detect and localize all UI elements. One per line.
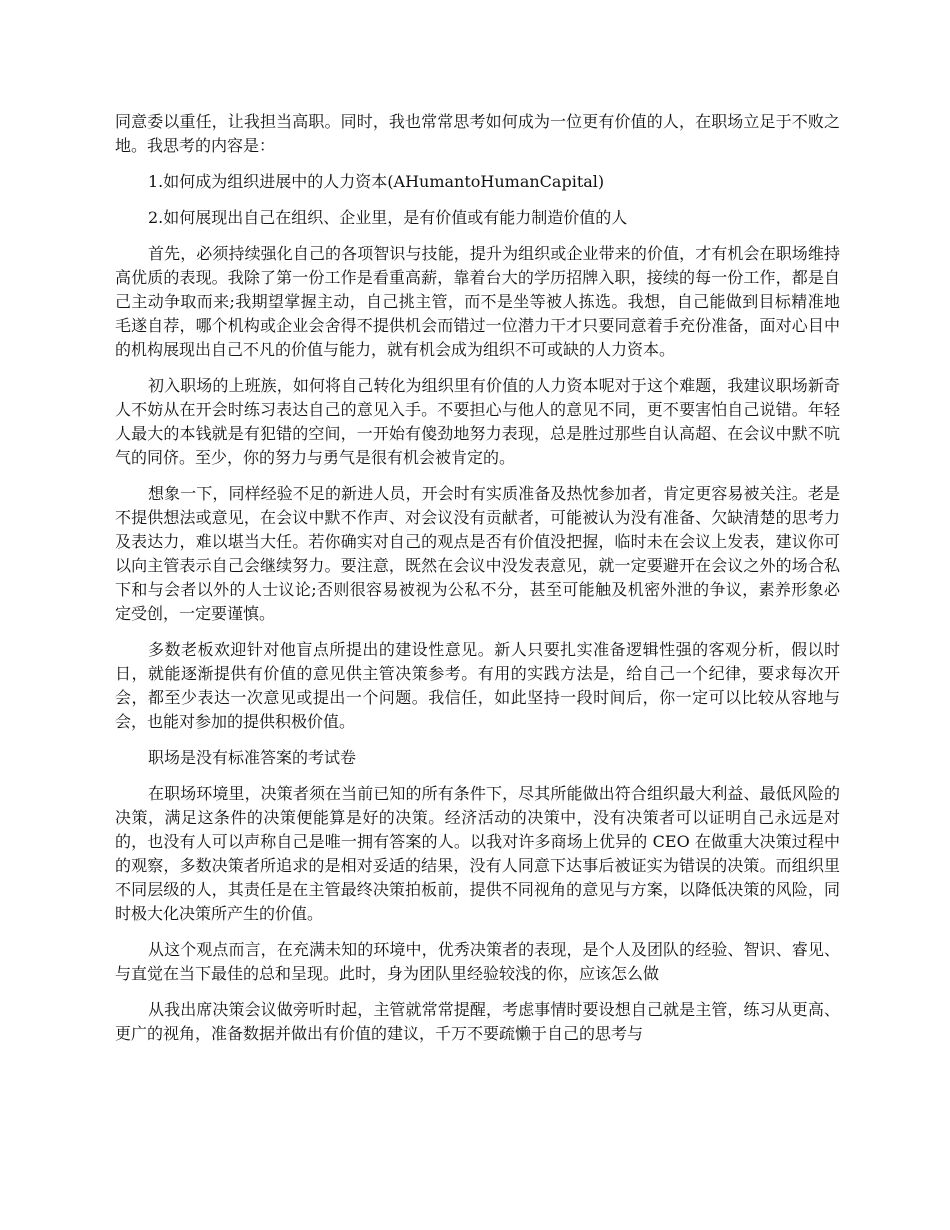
- paragraph: 从我出席决策会议做旁听时起，主管就常常提醒，考虑事情时要设想自己就是主管，练习从更高、更广的视角，准备数据并做出有价值的建议，千万不要疏懒于自己的思考与: [115, 1000, 840, 1043]
- numbered-item: 2.如何展现出自己在组织、企业里，是有价值或有能力制造价值的人: [148, 208, 628, 227]
- paragraph: 初入职场的上班族，如何将自己转化为组织里有价值的人力资本呢对于这个难题，我建议职场新奇人不妨从在开会时练习表达自己的意见入手。不要担心与他人的意见不同，更不要害怕自己说错。年轻人最大的本钱就是有犯错的空间，一开始有傻劲地努力表现，总是胜过那些自认高超、在会议中默不吭气的同侪。至少，你的努力与勇气是很有机会被肯定的。: [115, 376, 840, 467]
- paragraph: 想象一下，同样经验不足的新进人员，开会时有实质准备及热忱参加者，肯定更容易被关注。老是不提供想法或意见，在会议中默不作声、对会议没有贡献者，可能被认为没有准备、欠缺清楚的思考力及表达力，难以堪当大任。若你确实对自己的观点是否有价值没把握，临时未在会议上发表，建议你可以向主管表示自己会继续努力。要注意，既然在会议中没发表意见，就一定要避开在会议之外的场合私下和与会者以外的人士议论;否则很容易被视为公私不分，甚至可能触及机密外泄的争议，素养形象必定受创，一定要谨慎。: [115, 484, 840, 623]
- document-page: [115, 110, 840, 1058]
- numbered-item: 1.如何成为组织进展中的人力资本(AHumantoHumanCapital): [148, 172, 605, 191]
- paragraph: 同意委以重任，让我担当高职。同时，我也常常思考如何成为一位更有价值的人，在职场立足于不败之地。我思考的内容是：: [115, 112, 840, 155]
- paragraph: 在职场环境里，决策者须在当前已知的所有条件下，尽其所能做出符合组织最大利益、最低风险的决策，满足这条件的决策便能算是好的决策。经济活动的决策中，没有决策者可以证明自己永远是对的，也没有人可以声称自己是唯一拥有答案的人。以我对许多商场上优异的 CEO 在做重大决策过程中的观察，多数决策者所追求的是相对妥适的结果，没有人同意下达事后被证实为错误的决策。而组织里不同层级的人，其责任是在主管最终决策拍板前，提供不同视角的意见与方案，以降低决策的风险，同时极大化决策所产生的价值。: [115, 784, 840, 923]
- section-heading: 职场是没有标准答案的考试卷: [148, 748, 357, 767]
- paragraph: 多数老板欢迎针对他盲点所提出的建设性意见。新人只要扎实准备逻辑性强的客观分析，假以时日，就能逐渐提供有价值的意见供主管决策参考。有用的实践方法是，给自己一个纪律，要求每次开会，都至少表达一次意见或提出一个问题。我信任，如此坚持一段时间后，你一定可以比较从容地与会，也能对参加的提供积极价值。: [115, 640, 840, 731]
- paragraph: 首先，必须持续强化自己的各项智识与技能，提升为组织或企业带来的价值，才有机会在职场维持高优质的表现。我除了第一份工作是看重高薪，靠着台大的学历招牌入职，接续的每一份工作，都是自己主动争取而来;我期望掌握主动，自己挑主管，而不是坐等被人拣选。我想，自己能做到目标精准地毛遂自荐，哪个机构或企业会舍得不提供机会而错过一位潜力干才只要同意着手充份准备，面对心目中的机构展现出自己不凡的价值与能力，就有机会成为组织不可或缺的人力资本。: [115, 244, 840, 359]
- paragraph: 从这个观点而言，在充满未知的环境中，优秀决策者的表现，是个人及团队的经验、智识、睿见、与直觉在当下最佳的总和呈现。此时，身为团队里经验较浅的你，应该怎么做: [115, 940, 840, 983]
